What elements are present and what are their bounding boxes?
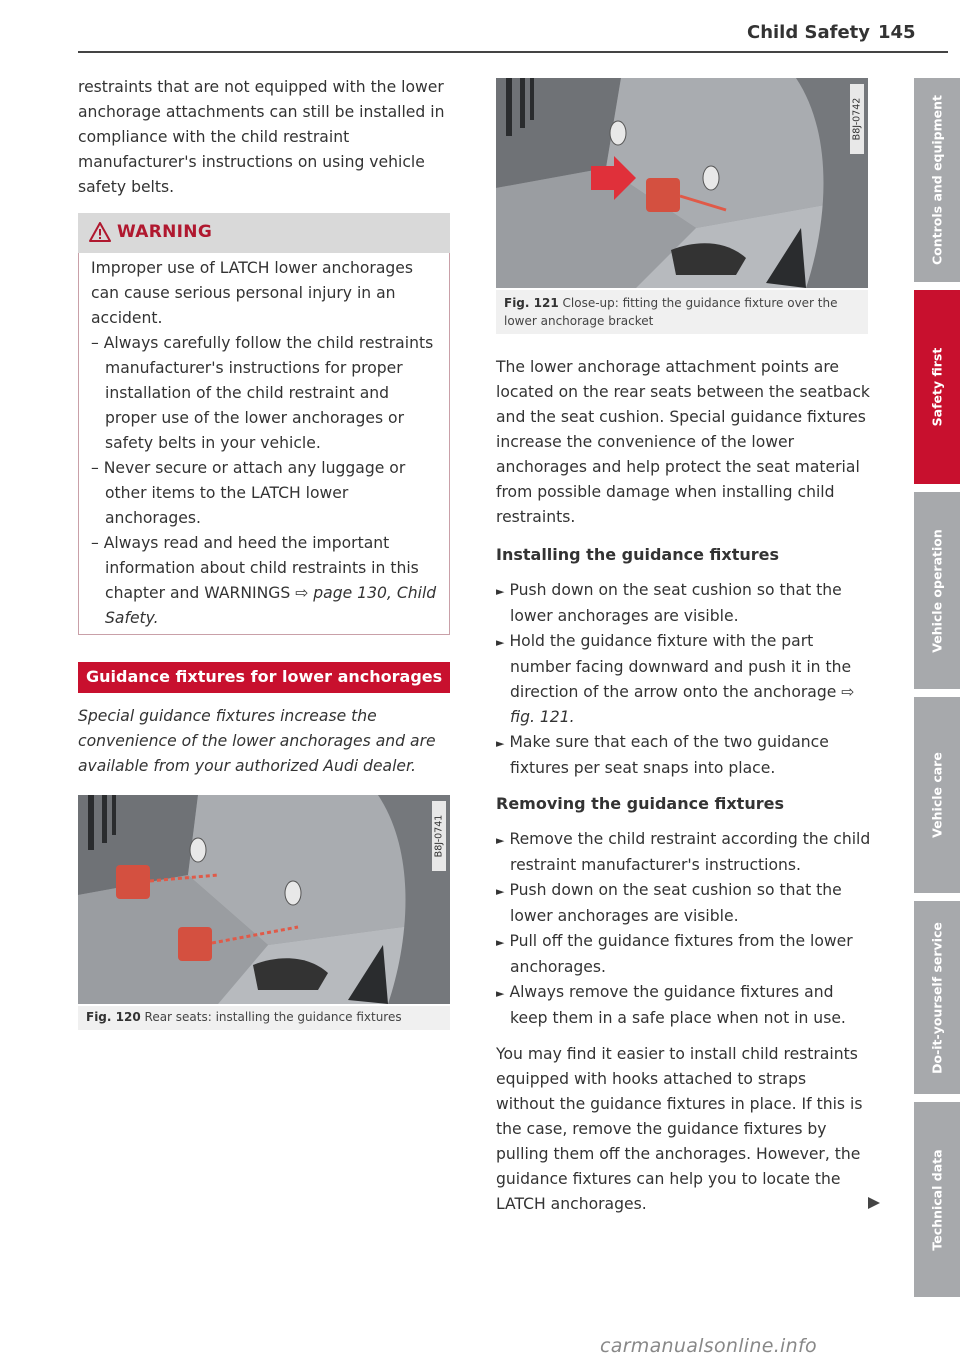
continuation-paragraph: restraints that are not equipped with the lower anchorage attachments can still be installed in compliance with the child restraint manufacturer's instructions on using vehicle safety belts. (78, 78, 445, 196)
running-title: Child Safety (746, 22, 870, 43)
heading-removing: Removing the guidance fixtures (496, 794, 784, 813)
heading-installing: Installing the guidance fixtures (496, 545, 779, 564)
bullet-triangle-icon: ► (496, 585, 505, 598)
section-intro: Special guidance fixtures increase the convenience of the lower anchorages and are available from your authorized Audi dealer. (78, 707, 436, 775)
figure-code-box (432, 801, 446, 871)
continue-arrow-icon (866, 1196, 882, 1210)
warning-triangle-icon (89, 222, 111, 242)
figure-120-image (78, 795, 450, 1004)
header-rule (78, 51, 948, 53)
page-reference-link[interactable]: ⇨ page 130, Child Safety. (105, 584, 437, 627)
figure-label: Fig. 121 (504, 296, 559, 310)
side-tab-safety[interactable]: Safety first (914, 290, 960, 484)
footer-watermark: carmanualsonline.info (600, 1335, 817, 1357)
figure-reference-link[interactable]: ⇨ fig. 121. (510, 683, 855, 726)
anchorage-closeup-illustration (496, 78, 868, 288)
list-item: ► Remove the child restraint according the child restraint manufacturer's instructions. (496, 830, 871, 874)
warning-title: WARNING (117, 222, 213, 242)
list-item: ► Always remove the guidance fixtures and keep them in a safe place when not in use. (496, 983, 846, 1027)
bullet-triangle-icon: ► (496, 885, 505, 898)
figure-code-box (850, 84, 864, 154)
figure-code: B8J-0741 (433, 814, 445, 858)
side-tab-vehicle-care[interactable]: Vehicle care (914, 697, 960, 893)
paragraph-hooks: You may find it easier to install child restraints equipped with hooks attached to straps without the guidance fixtures in place. If this is the case, remove the guidance fixtures by pulling them off the anchorages. However, the guidance fixtures can help you to locate the LATCH anchorages. (496, 1045, 863, 1213)
bullet-triangle-icon: ► (496, 987, 505, 1000)
side-tab-controls[interactable]: Controls and equipment (914, 78, 960, 282)
list-item: ► Make sure that each of the two guidance fixtures per seat snaps into place. (496, 733, 829, 777)
figure-label: Fig. 120 (86, 1010, 141, 1024)
warning-item: – Never secure or attach any luggage or other items to the LATCH lower anchorages. (91, 459, 406, 527)
figure-121-image (496, 78, 868, 288)
page-number: 145 (878, 22, 916, 43)
install-steps (496, 578, 872, 781)
side-tab-technical-data[interactable]: Technical data (914, 1102, 960, 1297)
section-title: Guidance fixtures for lower anchorages (86, 667, 443, 686)
warning-text (91, 256, 441, 631)
side-tab-diy-service[interactable]: Do-it-yourself service (914, 901, 960, 1094)
list-item: ► Pull off the guidance fixtures from the lower anchorages. (496, 932, 853, 976)
bullet-triangle-icon: ► (496, 936, 505, 949)
rear-seat-illustration (78, 795, 450, 1004)
figure-code: B8J-0742 (851, 97, 863, 141)
figure-121-caption: Fig. 121 Close-up: fitting the guidance fixture over the lower anchorage bracket (496, 290, 868, 334)
warning-item: – Always read and heed the important information about child restraints in this chapter and WARNINGS ⇨ page 130, Child Safety. (91, 534, 437, 627)
warning-item: – Always carefully follow the child restraints manufacturer's instructions for proper installation of the child restraint and proper use of the lower anchorages or safety belts in your vehicle. (91, 334, 434, 452)
paragraph-anchorage-points: The lower anchorage attachment points are located on the rear seats between the seatback and the seat cushion. Special guidance fixtures increase the convenience of the lower anchorages and help protect the seat material from possible damage when installing child restraints. (496, 358, 870, 526)
bullet-triangle-icon: ► (496, 834, 505, 847)
bullet-triangle-icon: ► (496, 737, 505, 750)
side-tab-vehicle-operation[interactable]: Vehicle operation (914, 492, 960, 689)
list-item: ► Push down on the seat cushion so that the lower anchorages are visible. (496, 881, 842, 925)
remove-steps (496, 827, 872, 1031)
warning-intro: Improper use of LATCH lower anchorages can cause serious personal injury in an accident. (91, 259, 413, 327)
bullet-triangle-icon: ► (496, 636, 505, 649)
list-item: ► Push down on the seat cushion so that the lower anchorages are visible. (496, 581, 842, 625)
figure-120-caption: Fig. 120 Rear seats: installing the guidance fixtures (78, 1006, 450, 1030)
list-item: ► Hold the guidance fixture with the part number facing downward and push it in the direction of the arrow onto the anchorage ⇨ fig. 121. (496, 632, 855, 726)
